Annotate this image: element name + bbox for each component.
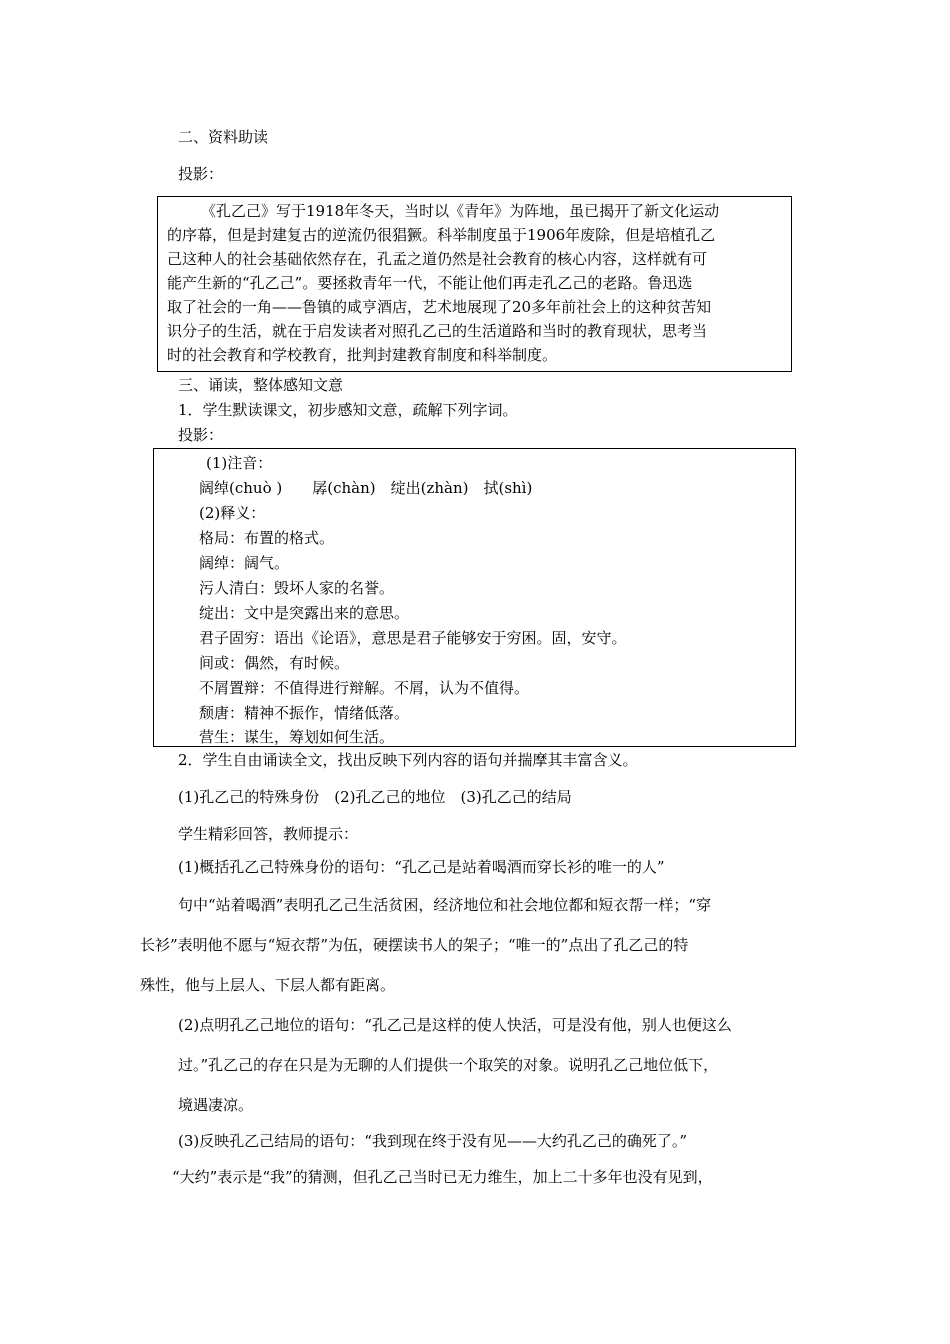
box-line: 己这种人的社会基础依然存在，孔孟之道仍然是社会教育的核心内容，这样就有可 — [167, 250, 708, 268]
box-line: 能产生新的“孔乙己”。要拯救青年一代，不能让他们再走孔乙己的老路。鲁迅选 — [167, 274, 693, 292]
vocab-line: 阔绰(chuò ) 孱(chàn) 绽出(zhàn) 拭(shì) — [199, 479, 533, 497]
projection-label: 投影： — [178, 165, 224, 183]
paragraph-line: (2)点明孔乙己地位的语句：“孔乙己是这样的使人快活，可是没有他，别人也便这么 — [178, 1016, 732, 1034]
vocab-line: 不屑置辩：不值得进行辩解。不屑，认为不值得。 — [199, 679, 530, 697]
vocab-line: 间或：偶然，有时候。 — [199, 654, 350, 672]
vocab-line: 阔绰：阔气。 — [199, 554, 290, 572]
box-line: 识分子的生活，就在于启发读者对照孔乙己的生活道路和当时的教育现状，思考当 — [167, 322, 708, 340]
box-line: 取了社会的一角——鲁镇的咸亨酒店，艺术地展现了20多年前社会上的这种贫苦知 — [167, 298, 712, 316]
box-line: 的序幕，但是封建复古的逆流仍很猖獗。科举制度虽于1906年废除，但是培植孔乙 — [167, 226, 716, 244]
vocab-line: 君子固穷：语出《论语》，意思是君子能够安于穷困。固，安守。 — [199, 629, 627, 647]
paragraph: 学生精彩回答，教师提示： — [178, 825, 359, 843]
paragraph-line: 境遇凄凉。 — [178, 1096, 254, 1114]
vocab-line: 污人清白：毁坏人家的名誉。 — [199, 579, 395, 597]
paragraph: (1)概括孔乙己特殊身份的语句：“孔乙己是站着喝酒而穿长衫的唯一的人” — [178, 858, 665, 876]
paragraph-line: “大约”表示是“我”的猜测，但孔乙己当时已无力维生，加上二十多年也没有见到， — [172, 1168, 713, 1186]
vocab-line: 绽出：文中是突露出来的意思。 — [199, 604, 410, 622]
box-line: 《孔乙己》写于1918年冬天，当时以《青年》为阵地，虽已揭开了新文化运动 — [201, 202, 720, 220]
paragraph-line: 长衫”表明他不愿与“短衣帮”为伍，硬摆读书人的架子；“唯一的”点出了孔乙己的特 — [140, 936, 689, 954]
vocabulary-box — [153, 448, 796, 747]
background-info-box — [157, 196, 792, 372]
vocab-line: 营生：谋生，筹划如何生活。 — [199, 728, 395, 746]
paragraph-line: 过。”孔乙己的存在只是为无聊的人们提供一个取笑的对象。说明孔乙己地位低下， — [178, 1056, 719, 1074]
vocab-line: 格局：布置的格式。 — [199, 529, 335, 547]
paragraph-line: 句中“站着喝酒”表明孔乙己生活贫困，经济地位和社会地位都和短衣帮一样；“穿 — [178, 896, 712, 914]
paragraph: 2．学生自由诵读全文，找出反映下列内容的语句并揣摩其丰富含义。 — [178, 751, 638, 769]
section-heading: 二、资料助读 — [178, 128, 269, 146]
projection-label: 投影： — [178, 426, 224, 444]
box-line: 时的社会教育和学校教育，批判封建教育制度和科举制度。 — [167, 346, 558, 364]
vocab-line: (1)注音： — [206, 454, 273, 472]
paragraph: (3)反映孔乙己结局的语句：“我到现在终于没有见——大约孔乙己的确死了。” — [178, 1132, 688, 1150]
vocab-line: (2)释义： — [199, 504, 266, 522]
paragraph-line: 殊性，他与上层人、下层人都有距离。 — [140, 976, 396, 994]
paragraph: 1．学生默读课文，初步感知文意，疏解下列字词。 — [178, 401, 518, 419]
section-heading: 三、诵读，整体感知文意 — [178, 376, 344, 394]
paragraph: (1)孔乙己的特殊身份 (2)孔乙己的地位 (3)孔乙己的结局 — [178, 788, 572, 806]
vocab-line: 颓唐：精神不振作，情绪低落。 — [199, 704, 410, 722]
